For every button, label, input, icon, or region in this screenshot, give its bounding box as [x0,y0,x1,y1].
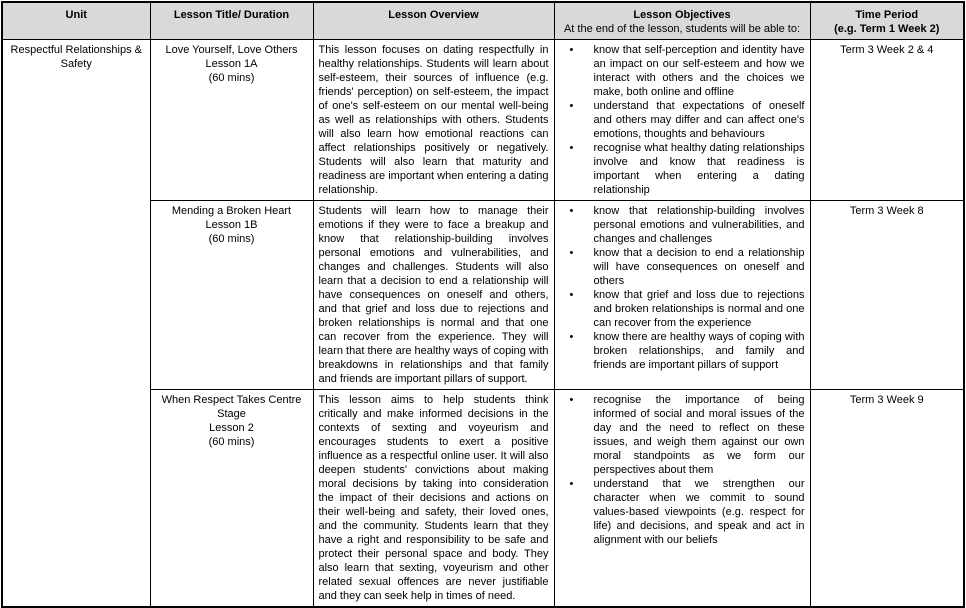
header-unit [2,2,150,40]
header-lesson-title-label: Lesson Title/ Duration [173,9,290,21]
lesson-overview-cell-1b [313,201,554,390]
header-unit-label: Unit [65,9,87,21]
lesson-title-cell-1a [150,40,313,201]
objective-item: • recognise the importance of being informed of social and moral issues of the day and the need to reflect on these issues, and weigh them against our own moral standpoints as we form our perspectives about them [560,393,805,477]
lesson-number: Lesson 1A [205,58,258,70]
objectives-list [560,393,805,547]
header-lesson-objectives [554,2,810,40]
table-header-row [2,2,964,40]
objective-item: • know that grief and loss due to rejections and broken relationships is normal and one can recover from the experience [560,288,805,330]
curriculum-table [1,1,965,608]
header-lesson-overview [313,2,554,40]
objective-item: • recognise what healthy dating relationships involve and know that readiness is important when entering a dating relationship [560,141,805,197]
lesson-objectives-cell-1a [554,40,810,201]
unit-cell [2,40,150,608]
header-time-period [810,2,964,40]
objective-item: • know that self-perception and identity have an impact on our self-esteem and how we interact with others and the choices we make, both online and offline [560,43,805,99]
lesson-overview-text: Students will learn how to manage their emotions if they were to face a breakup and know that relationship-building involves personal emotions and vulnerabilities, and changes and challenges. Students will also learn that a decision to end a relationship will have consequences on oneself and others, and that grief and loss due to rejections and broken relationships is normal and that one can recover from the experience. They will learn that there are healthy ways of coping with breakdowns in relationships and that family and friends are important pillars of support. [318,205,549,385]
lesson-objectives-cell-2 [554,390,810,608]
lesson-row-1a [2,40,964,201]
lesson-title: Love Yourself, Love Others [165,44,298,56]
objective-item: • know there are healthy ways of coping with broken relationships, and family and friends are important pillars of support [560,330,805,372]
lesson-overview-text: This lesson focuses on dating respectfully in healthy relationships. Students will learn about self-esteem, their sources of influence (e.g. friends' perception) on self-esteem, the impact of one's self-esteem on our mental well-being as well as relationships with others. Students will also learn how emotional reactions can affect relationships positively or negatively. Students will also learn that maturity and readiness are important when entering a dating relationship. [318,44,549,196]
time-period-value: Term 3 Week 8 [849,205,924,217]
time-period-value: Term 3 Week 9 [849,394,924,406]
lesson-number: Lesson 2 [209,422,254,434]
time-period-cell-1a [810,40,964,201]
lesson-duration: (60 mins) [208,436,255,448]
lesson-title-cell-1b [150,201,313,390]
lesson-overview-text: This lesson aims to help students think critically and make informed decisions in the contexts of sexting and voyeurism and encourages students to exert a positive influence as a respectful online user. It will also deepen students' convictions about making moral decisions by taking into consideration the impact of their decisions and actions on their well-being and safety, their loved ones, and the community. Students learn that they have a right and responsibility to be safe and protect their personal space and body. They also learn that sexting, voyeurism and other related sexual offences are never justifiable and they can seek help in times of need. [318,394,549,602]
unit-name: Respectful Relationships & Safety [10,44,142,70]
objective-item: • know that relationship-building involves personal emotions and vulnerabilities, and changes and challenges [560,204,805,246]
time-period-cell-1b [810,201,964,390]
header-time-period-example: (e.g. Term 1 Week 2) [834,23,940,35]
lesson-overview-cell-2 [313,390,554,608]
lesson-duration: (60 mins) [208,233,255,245]
objectives-list [560,43,805,197]
header-time-period-label: Time Period [855,9,919,21]
objective-item: • understand that expectations of oneself and others may differ and can affect one's emotions, thoughts and behaviours [560,99,805,141]
time-period-cell-2 [810,390,964,608]
objective-item: • know that a decision to end a relationship will have consequences on oneself and others [560,246,805,288]
curriculum-document [0,1,966,602]
lesson-title: Mending a Broken Heart Lesson 1B [171,205,292,231]
objective-item: • understand that we strengthen our character when we commit to sound values-based viewpoints (e.g. respect for life) and decisions, and speak and act in alignment with our beliefs [560,477,805,547]
objectives-list [560,204,805,372]
lesson-title: When Respect Takes Centre Stage [161,394,302,420]
header-lesson-objectives-label: Lesson Objectives [633,9,731,21]
time-period-value: Term 3 Week 2 & 4 [840,44,934,56]
lesson-objectives-cell-1b [554,201,810,390]
lesson-title-cell-2 [150,390,313,608]
lesson-overview-cell-1a [313,40,554,201]
header-lesson-objectives-subtitle: At the end of the lesson, students will be able to: [563,23,801,35]
lesson-duration: (60 mins) [208,72,255,84]
header-lesson-title [150,2,313,40]
header-lesson-overview-label: Lesson Overview [388,9,479,21]
